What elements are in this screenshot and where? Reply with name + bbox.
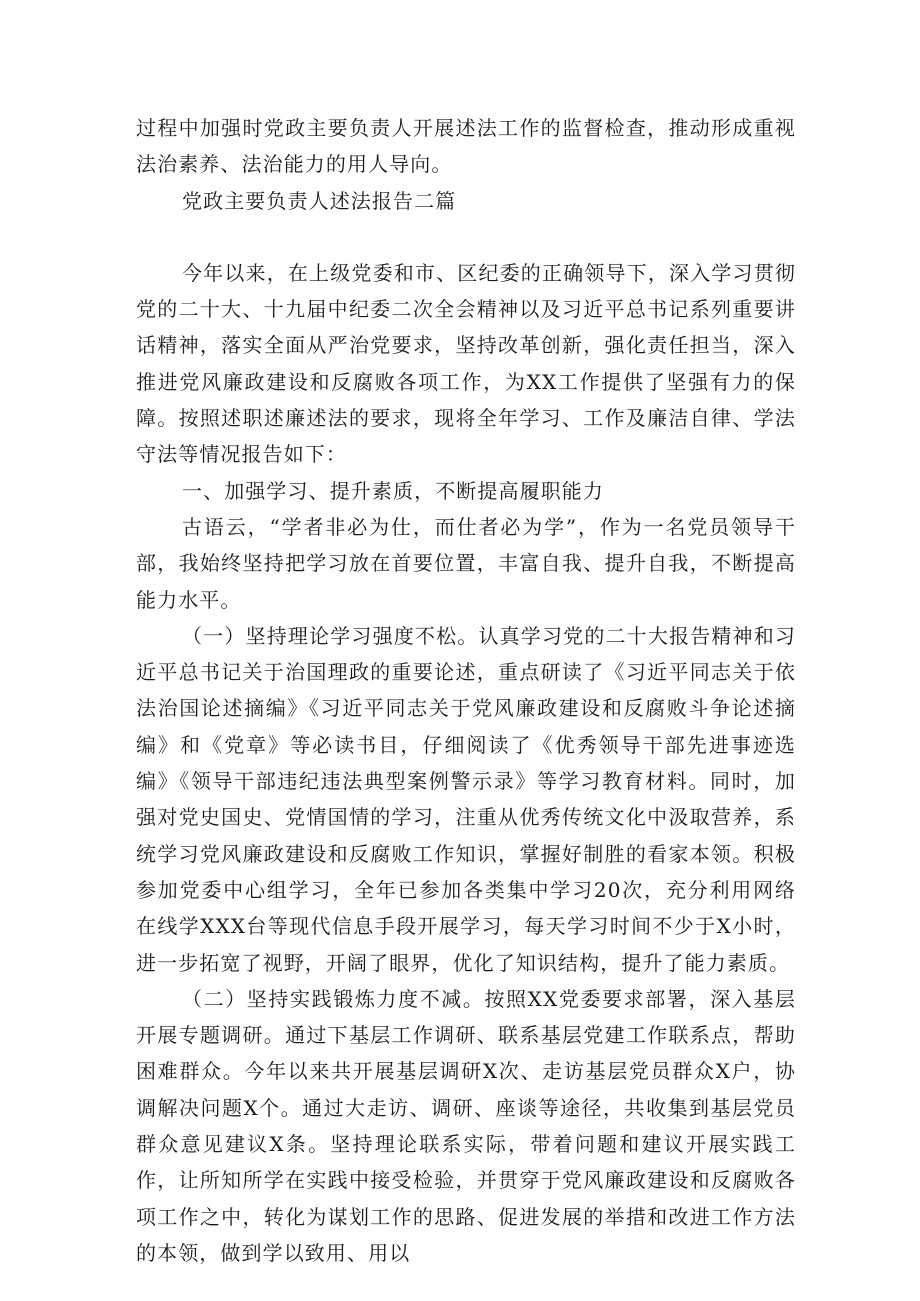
blank-line	[136, 219, 796, 255]
paragraph-theory-study: （一）坚持理论学习强度不松。认真学习党的二十大报告精神和习近平总书记关于治国理政的重要论述，重点研读了《习近平同志关于依法治国论述摘编》《习近平同志关于党风廉政建设和反腐败斗争论述摘编》和《党章》等必读书目，仔细阅读了《优秀领导干部先进事迹选编》《领导干部违纪违法典型案例警示录》等学习教育材料。同时，加强对党史国史、党情国情的学习，注重从优秀传统文化中汲取营养，系统学习党风廉政建设和反腐败工作知识，掌握好制胜的看家本领。积极参加党委中心组学习，全年已参加各类集中学习20次，充分利用网络在线学XXX台等现代信息手段开展学习，每天学习时间不少于X小时，进一步拓宽了视野，开阔了眼界，优化了知识结构，提升了能力素质。	[136, 623, 796, 975]
paragraph-intro: 今年以来，在上级党委和市、区纪委的正确领导下，深入学习贯彻党的二十大、十九届中纪委二次全会精神以及习近平总书记系列重要讲话精神，落实全面从严治党要求，坚持改革创新，强化责任担当，深入推进党风廉政建设和反腐败各项工作，为XX工作提供了坚强有力的保障。按照述职述廉述法的要求，现将全年学习、工作及廉洁自律、学法守法等情况报告如下：	[136, 260, 796, 467]
document-body	[136, 110, 796, 1271]
report-title: 党政主要负责人述法报告二篇	[182, 188, 457, 213]
paragraph-quote: 古语云，“学者非必为仕，而仕者必为学”，作为一名党员领导干部，我始终坚持把学习放在首要位置，丰富自我、提升自我，不断提高能力水平。	[136, 514, 796, 612]
paragraph-practice: （二）坚持实践锻炼力度不减。按照XX党委要求部署，深入基层开展专题调研。通过下基层工作调研、联系基层党建工作联系点，帮助困难群众。今年以来共开展基层调研X次、走访基层党员群众X户，协调解决问题X个。通过大走访、调研、座谈等途径，共收集到基层党员群众意见建议X条。坚持理论联系实际，带着问题和建议开展实践工作，让所知所学在实践中接受检验，并贯穿于党风廉政建设和反腐败各项工作之中，转化为谋划工作的思路、促进发展的举措和改进工作方法的本领，做到学以致用、用以	[136, 986, 796, 1265]
paragraph-continuation: 过程中加强时党政主要负责人开展述法工作的监督检查，推动形成重视法治素养、法治能力的用人导向。	[136, 116, 796, 177]
section-heading-1: 一、加强学习、提升素质，不断提高履职能力	[182, 478, 604, 503]
